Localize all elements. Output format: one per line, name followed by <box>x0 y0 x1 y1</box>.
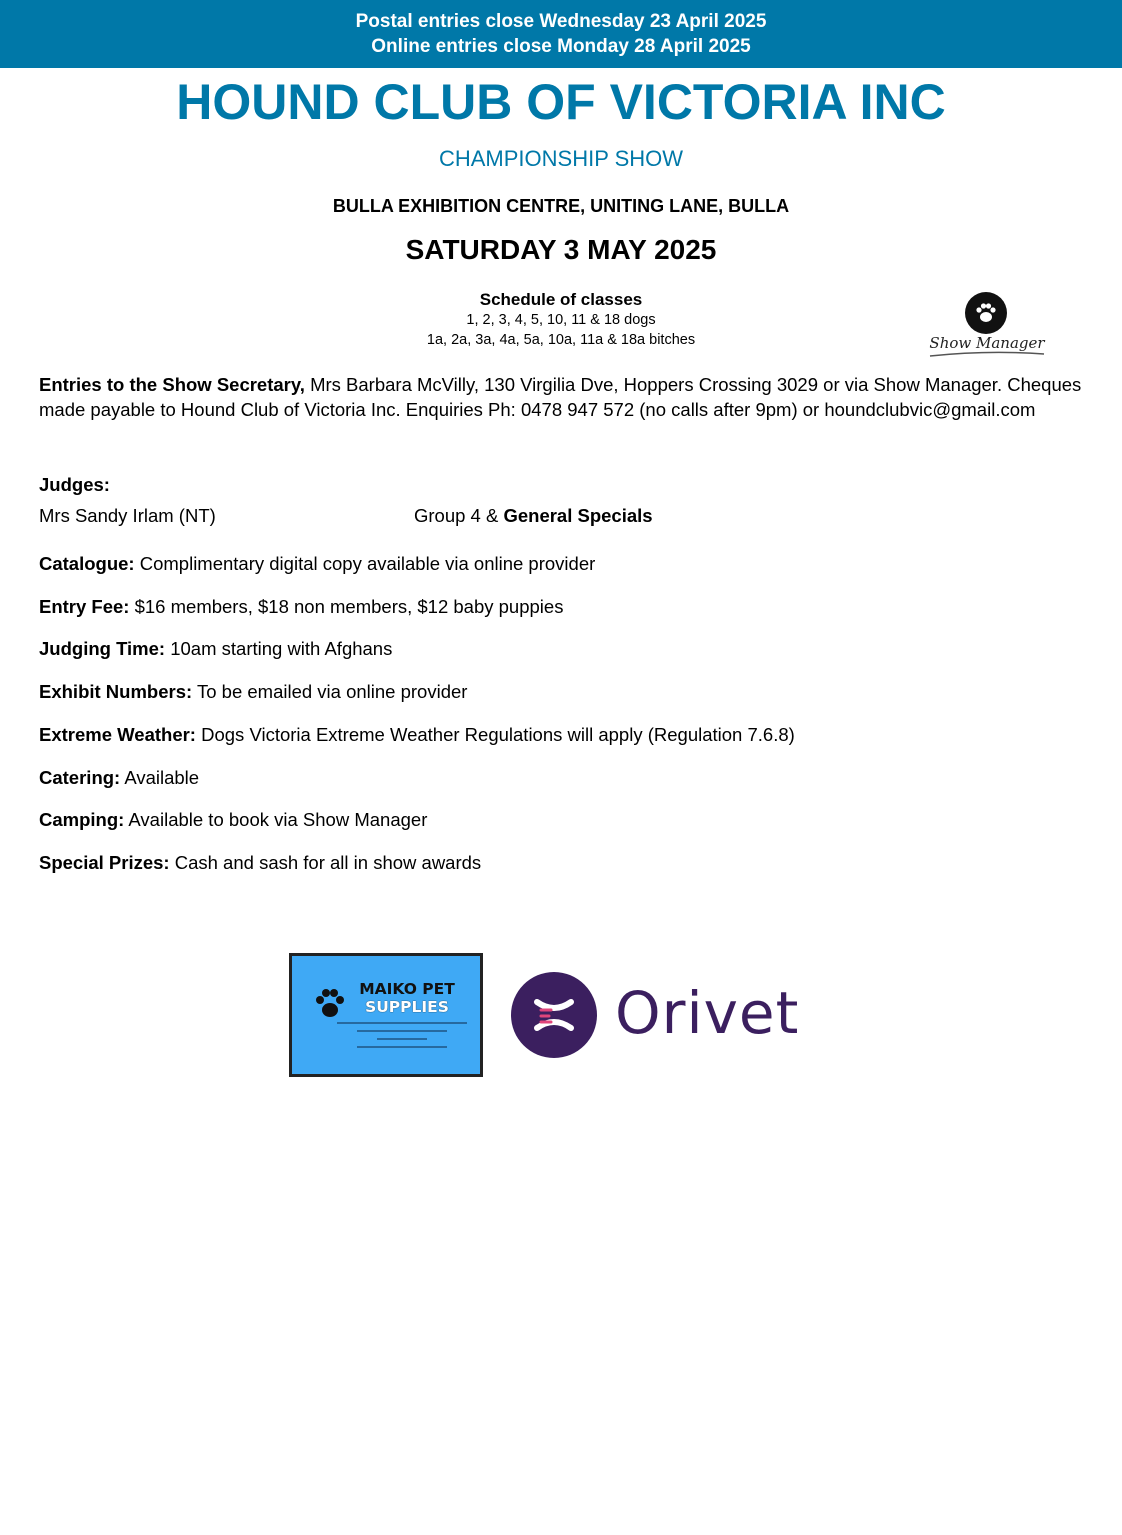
paw-icon <box>965 292 1007 334</box>
orivet-wordmark: Orivet <box>615 979 800 1047</box>
maiko-name: MAIKO PET <box>359 980 455 998</box>
postal-close-text: Postal entries close Wednesday 23 April 2025 <box>355 11 767 32</box>
detail-catalogue <box>39 551 595 576</box>
schedule-dogs: 1, 2, 3, 4, 5, 10, 11 & 18 dogs <box>466 312 656 328</box>
orivet-logo <box>505 965 820 1065</box>
entries-label: Entries to the Show Secretary, <box>39 374 305 395</box>
detail-exhibit-numbers <box>39 679 467 704</box>
show-type: CHAMPIONSHIP SHOW <box>438 146 684 171</box>
entries-close-banner <box>0 0 1122 68</box>
judge-name: Mrs Sandy Irlam (NT) <box>39 505 216 526</box>
schedule-bitches: 1a, 2a, 3a, 4a, 5a, 10a, 11a & 18a bitches <box>426 332 696 348</box>
detail-label: Catalogue: <box>39 553 135 574</box>
club-title: HOUND CLUB OF VICTORIA INC <box>176 74 946 130</box>
venue: BULLA EXHIBITION CENTRE, UNITING LANE, BULLA <box>332 196 790 216</box>
detail-extreme-weather <box>39 722 795 747</box>
detail-camping <box>39 807 427 832</box>
detail-entry-fee <box>39 594 563 619</box>
detail-label: Special Prizes: <box>39 852 170 873</box>
detail-label: Judging Time: <box>39 638 166 659</box>
detail-label: Catering: <box>39 767 121 788</box>
entries-paragraph <box>39 372 1089 422</box>
show-date: SATURDAY 3 MAY 2025 <box>405 234 717 265</box>
detail-value: 10am starting with Afghans <box>165 638 393 659</box>
detail-value: Cash and sash for all in show awards <box>169 852 482 873</box>
judge-specials-text: General Specials <box>503 505 653 526</box>
judge-assignment <box>414 503 653 528</box>
detail-catering <box>39 765 199 790</box>
detail-judging-time <box>39 636 392 661</box>
show-manager-logo <box>922 288 1052 358</box>
maiko-pet-supplies-logo <box>289 953 483 1077</box>
entries-text: Mrs Barbara McVilly, 130 Virgilia Dve, Hoppers Crossing 3029 or via Show Manager. Cheques made payable to Hound Club of Victoria Inc. Enquiries Ph: 0478 947 572 (no calls after 9pm) or houndclubvic@gmail.com <box>39 374 1082 420</box>
detail-value: To be emailed via online provider <box>192 681 468 702</box>
paw-icon <box>312 986 348 1022</box>
detail-value: $16 members, $18 non members, $12 baby puppies <box>129 596 564 617</box>
detail-special-prizes <box>39 850 481 875</box>
detail-value: Dogs Victoria Extreme Weather Regulations will apply (Regulation 7.6.8) <box>195 724 795 745</box>
swoosh-icon <box>928 350 1046 358</box>
maiko-fine-print <box>332 1022 472 1054</box>
orivet-mark-icon <box>511 972 597 1058</box>
detail-label: Entry Fee: <box>39 596 130 617</box>
judge-group-text: Group 4 & <box>414 505 504 526</box>
show-manager-text: Show Manager <box>929 334 1045 352</box>
detail-value: Available to book via Show Manager <box>124 809 428 830</box>
online-close-text: Online entries close Monday 28 April 2025 <box>371 36 751 57</box>
schedule-title: Schedule of classes <box>479 290 643 309</box>
maiko-supplies: SUPPLIES <box>365 998 449 1016</box>
judges-heading: Judges: <box>39 474 110 495</box>
detail-value: Available <box>120 767 200 788</box>
detail-label: Camping: <box>39 809 125 830</box>
detail-value: Complimentary digital copy available via online provider <box>134 553 596 574</box>
detail-label: Extreme Weather: <box>39 724 196 745</box>
detail-label: Exhibit Numbers: <box>39 681 193 702</box>
